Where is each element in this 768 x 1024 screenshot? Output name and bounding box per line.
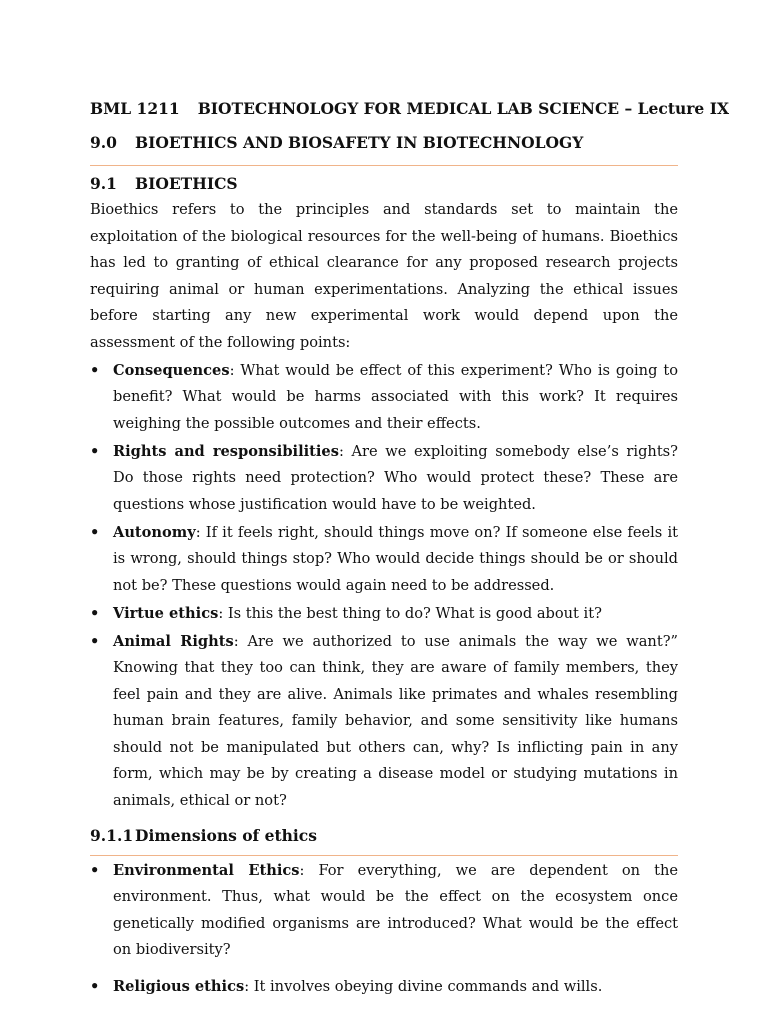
point-text: : For everything, we are dependent on the environment. Thus, what would be the effect on the ecosystem once genetically modified organisms are introduced? What would be the effect on biodiversity? xyxy=(113,861,678,958)
document-content xyxy=(90,95,729,1000)
point-text: : Is this the best thing to do? What is good about it? xyxy=(218,604,602,622)
bullet-icon: • xyxy=(90,632,100,650)
list-item xyxy=(90,858,678,964)
subsubsection-divider xyxy=(90,855,678,856)
bullet-icon: • xyxy=(90,861,100,879)
point-text: : Are we authorized to use animals the way we want?” Knowing that they too can think, they are aware of family members, they feel pain and they are alive. Animals like primates and whales resembling human brain features, family behavior, and some sensitivity like humans should not be manipulated but others can, why? Is inflicting pain in any form, which may be by creating a disease model or studying mutations in animals, ethical or not? xyxy=(113,632,678,809)
point-text: : If it feels right, should things move on? If someone else feels it is wrong, should things stop? Who would decide things should be or should not be? These questions would again need to be addressed. xyxy=(113,523,678,594)
point-term: Environmental Ethics xyxy=(113,861,300,879)
bullet-icon: • xyxy=(90,523,100,541)
bioethics-intro: Bioethics refers to the principles and standards set to maintain the exploitation of the biological resources for the well-being of humans. Bioethics has led to granting of ethical clearance for any proposed research projects requiring animal or human experimentations. Analyzing the ethical issues before starting any new experimental work would depend upon the assessment of the following points: xyxy=(90,201,678,351)
subsection-heading xyxy=(90,171,678,197)
course-header xyxy=(90,95,729,123)
section-number: 9.0 xyxy=(90,133,117,152)
section-divider xyxy=(90,165,678,166)
list-item xyxy=(90,974,678,1001)
ethics-dimensions xyxy=(90,858,678,1001)
course-title: BIOTECHNOLOGY FOR MEDICAL LAB SCIENCE – Lecture IX xyxy=(197,99,729,118)
bullet-icon: • xyxy=(90,604,100,622)
bioethics-points xyxy=(90,358,678,815)
point-term: Autonomy xyxy=(113,523,196,541)
subsection-title: BIOETHICS xyxy=(135,174,238,193)
subsubsection-heading xyxy=(90,823,678,849)
subsubsection-number: 9.1.1 xyxy=(90,826,134,845)
point-term: Consequences xyxy=(113,361,230,379)
bullet-icon: • xyxy=(90,442,100,460)
section-heading xyxy=(90,129,678,157)
point-text: : What would be effect of this experiment? Who is going to benefit? What would be harms associated with this work? It requires weighing the possible outcomes and their effects. xyxy=(113,361,678,432)
section-title: BIOETHICS AND BIOSAFETY IN BIOTECHNOLOGY xyxy=(135,133,584,152)
point-text: : It involves obeying divine commands and wills. xyxy=(244,977,603,995)
point-term: Virtue ethics xyxy=(113,604,219,622)
list-item xyxy=(90,439,678,519)
subsubsection-title: Dimensions of ethics xyxy=(135,826,317,845)
subsection-number: 9.1 xyxy=(90,174,117,193)
bullet-icon: • xyxy=(90,361,100,379)
point-text: : Are we exploiting somebody else’s rights? Do those rights need protection? Who would protect these? These are questions whose justification would have to be weighted. xyxy=(113,442,678,513)
bullet-icon: • xyxy=(90,977,100,995)
list-item xyxy=(90,520,678,600)
list-item xyxy=(90,601,678,628)
point-term: Religious ethics xyxy=(113,977,245,995)
point-term: Animal Rights xyxy=(113,632,234,650)
course-code: BML 1211 xyxy=(90,99,180,118)
point-term: Rights and responsibilities xyxy=(113,442,339,460)
list-item xyxy=(90,629,678,815)
list-item xyxy=(90,358,678,438)
